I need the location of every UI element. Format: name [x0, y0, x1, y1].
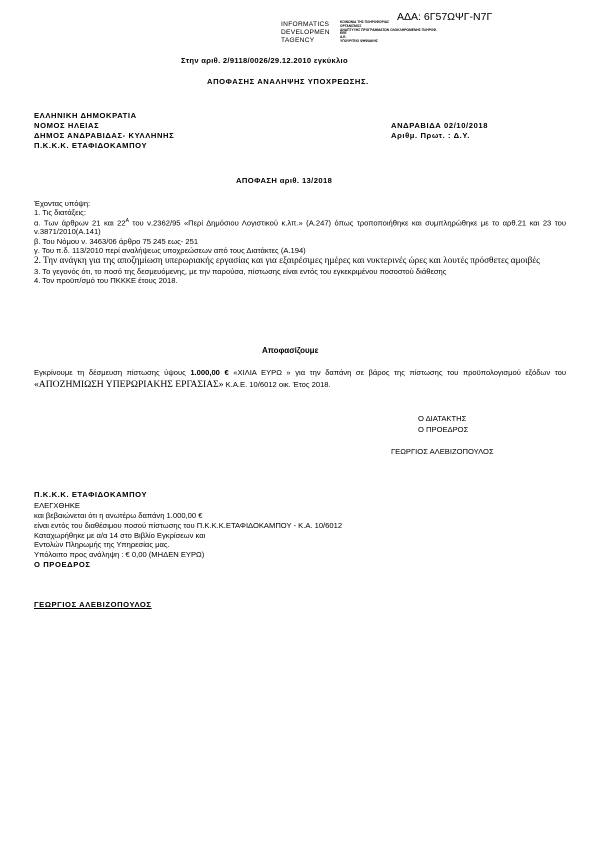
considering-item: β. Του Νόμου ν. 3463/06 άρθρο 75 245 εως- 251 [34, 236, 199, 246]
decision-paragraph: Εγκρίνουμε τη δέσμευση πίστωσης ύψους 1.000,00 € «ΧΙΛΙΑ ΕΥΡΩ » για την δαπάνη σε βάρος της πίστωσης του προϋπολογισμού εξόδων του «ΑΠΟΖΗΜΙΩΣΗ ΥΠΕΡΩΡΙΑΚΗΣ ΕΡΓΑΣΙΑΣ» Κ.Α.Ε. 10/6012 οικ. Έτος 2018. [34, 368, 566, 390]
we-decide-heading: Αποφασίζουμε [262, 346, 319, 355]
decision-amount: 1.000,00 € [190, 368, 229, 377]
verification-line: Καταχωρήθηκε με α/α 14 στο Βιβλίο Εγκρίσεων και [34, 530, 206, 540]
issuer-line: ΕΛΛΗΝΙΚΗ ΔΗΜΟΚΡΑΤΙΑ [34, 111, 137, 120]
verification-line: Εντολών Πληρωμής της Υπηρεσίας μας. [34, 540, 170, 550]
verification-org: Π.Κ.Κ.Κ. ΕΤΑΦΙΔΟΚΑΜΠΟΥ [34, 490, 148, 499]
considering-item: 2. Την ανάγκη για της αποζημίωση υπερωριακής εργασίας και για εξαιρέσιμες ημέρες και νυκτερινές ώρες και λουτές πρόσθετες αμοιβές [34, 255, 540, 266]
logo-word: TAGENCY [281, 37, 315, 45]
ada-number: ΑΔΑ: 6Γ57ΩΨΓ-Ν7Γ [397, 11, 493, 23]
verification-block [34, 501, 342, 570]
considering-section [34, 199, 566, 285]
issuer-line: ΝΟΜΟΣ ΗΛΕΙΑΣ [34, 120, 100, 130]
logo-words [281, 21, 330, 46]
considering-item: γ. Του π.δ. 113/2010 περί αναλήψεως υποχρεώσεων από τους Διατάκτες (Α.194) [34, 245, 306, 255]
considering-intro: Έχοντας υπόψη: [34, 199, 91, 208]
decision-title: ΑΠΟΦΑΣΗ αριθ. 13/2018 [236, 176, 333, 185]
issuer-line: ΔΗΜΟΣ ΑΝΔΡΑΒΙΔΑΣ- ΚΥΛΛΗΝΗΣ [34, 130, 175, 140]
verification-line: Υπόλοιπο προς ανάληψη : € 0,00 (ΜΗΔΕΝ ΕΥΡΩ) [34, 550, 205, 560]
verification-line: και βεβαιώνεται ότι η ανωτέρω δαπάνη 1.000,00 € [34, 510, 203, 520]
verification-checked: ΕΛΕΓΧΘΗΚΕ [34, 501, 80, 510]
signatory-name: ΓΕΩΡΓΙΟΣ ΑΛΕΒΙΖΟΠΟΥΛΟΣ [391, 447, 494, 456]
protocol-number: Αριθμ. Πρωτ. : Δ.Υ. [391, 130, 470, 140]
signature-roles [418, 413, 468, 435]
verification-role: Ο ΠΡΟΕΔΡΟΣ [34, 560, 91, 570]
verification-signatory: ΓΕΩΡΓΙΟΣ ΑΛΕΒΙΖΟΠΟΥΛΟΣ [34, 600, 152, 609]
issuer-block [34, 111, 174, 150]
signature-role: Ο ΠΡΟΕΔΡΟΣ [418, 425, 469, 434]
signature-role: Ο ΔΙΑΤΑΚΤΗΣ [418, 414, 467, 423]
considering-item: 4. Τον προϋπ/σμό του ΠΚΚΚΕ έτους 2018. [34, 276, 178, 286]
verification-line: είναι εντός του διαθέσιμου ποσού πίστωσης του Π.Κ.Κ.Κ.ΕΤΑΦΙΔΟΚΑΜΠΟΥ - Κ.Α. 10/6012 [34, 520, 343, 530]
logo-word: INFORMATICS [281, 21, 330, 28]
circular-reference: Στην αριθ. 2/9118/0026/29.12.2010 εγκύκλιο [181, 56, 348, 65]
issuer-line: Π.Κ.Κ.Κ. ΕΤΑΦΙΔΟΚΑΜΠΟΥ [34, 140, 148, 150]
considering-item: α. Των άρθρων 21 και $22^A$ του ν.2362/95 «Περί Δημόσιου Λογιστικού κ.λπ.» (Α.247) όπως τροποποιήθηκε και συμπληρώθηκε με το αρθ.21 και 23 του ν.3871/2010(Α.141) [34, 217, 566, 237]
considering-item: 3. Το γεγονός ότι, το ποσό της δεσμευόμενης, με την παρούσα, πίστωσης είναι εντός του εγκεκριμένου ποσοστού διάθεσης [34, 266, 447, 276]
logo-word: DEVELOPMEN [281, 29, 330, 37]
budget-line-title: «ΑΠΟΖΗΜΙΩΣΗ ΥΠΕΡΩΡΙΑΚΗΣ ΕΡΓΑΣΙΑΣ» [34, 379, 224, 390]
document-title: ΑΠΟΦΑΣΗΣ ΑΝΑΛΗΨΗΣ ΥΠΟΧΡΕΩΣΗΣ. [207, 77, 369, 86]
place-date: ΑΝΔΡΑΒΙΔΑ 02/10/2018 [391, 121, 489, 130]
logo-fine-print: ΚΟΙΝΩΝΙΑ ΤΗΣ ΠΛΗΡΟΦΟΡΙΑΣ ΟΡΓΑΝΙΣΜΟΣ ΑΝΑΠΤΥΞΗΣ ΠΡΟΓΡΑΜΜΑΤΩΝ ΟΛΟΚΛΗΡΩΜΕΝΗΣ ΠΛΗΡΟΦ. ΕΕΕ Α.Ε. ΥΠΟΥΡΓΕΙΟ ΨΗΦΙΑΚΗΣ [340, 20, 437, 43]
date-protocol-block [391, 121, 488, 141]
considering-item: 1. Τις διατάξεις: [34, 208, 86, 218]
